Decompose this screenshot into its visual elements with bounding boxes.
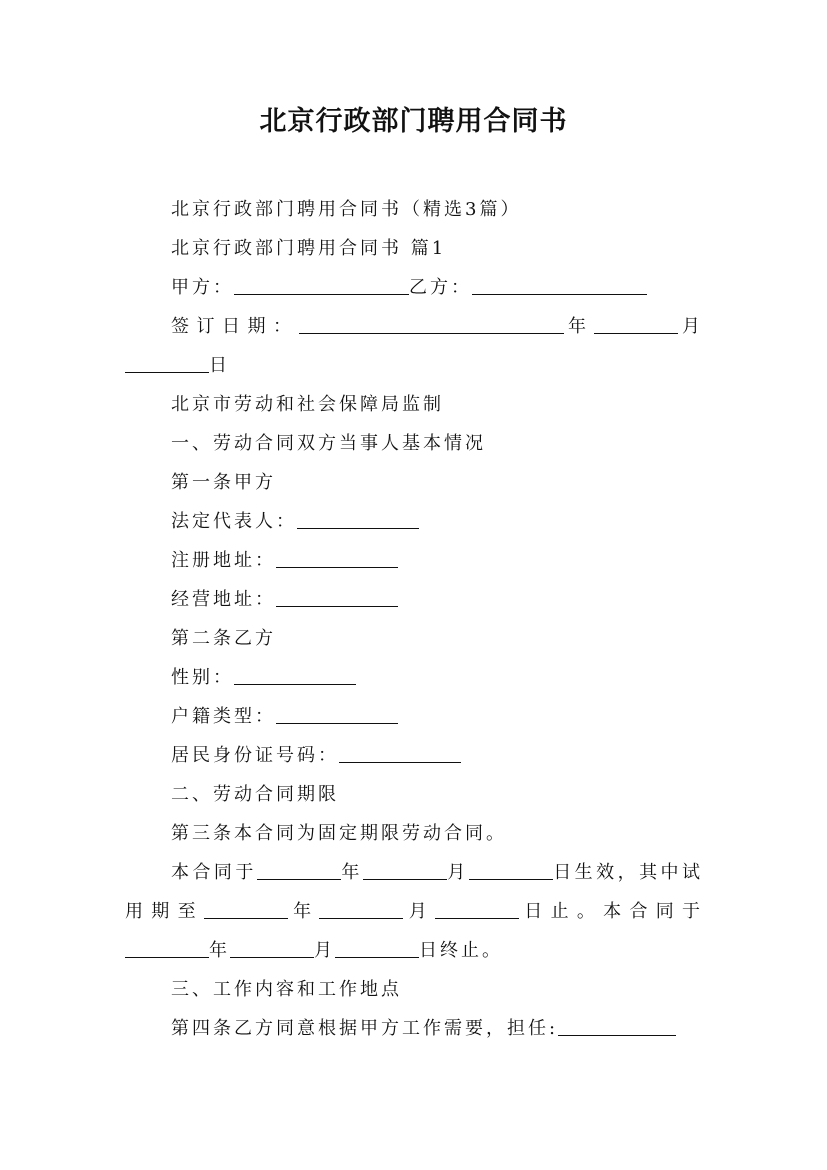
year-label: 年 bbox=[340, 862, 363, 883]
party-b-blank bbox=[472, 276, 647, 295]
term-text-3: 日止。本合同于 bbox=[519, 901, 704, 922]
month-blank bbox=[594, 315, 678, 334]
term-text-2: 日生效，其中试用期至 bbox=[125, 862, 704, 922]
biz-address-label: 经营地址： bbox=[171, 589, 276, 610]
article-3: 第三条本合同为固定期限劳动合同。 bbox=[171, 823, 507, 844]
year-label: 年 bbox=[287, 901, 320, 922]
subtitle-line: 北京行政部门聘用合同书（精选3篇） bbox=[171, 199, 522, 220]
reg-address-label: 注册地址： bbox=[171, 550, 276, 571]
day-label: 日 bbox=[209, 355, 230, 376]
term-blank bbox=[204, 900, 288, 919]
term-blank bbox=[319, 900, 403, 919]
sign-date-blank bbox=[299, 315, 564, 334]
term-blank bbox=[469, 861, 553, 880]
gender-blank bbox=[234, 666, 356, 685]
term-blank bbox=[363, 861, 447, 880]
term-blank bbox=[435, 900, 519, 919]
article-2: 第二条乙方 bbox=[171, 628, 276, 649]
party-a-label: 甲方： bbox=[171, 277, 234, 298]
party-a-blank bbox=[234, 276, 409, 295]
legal-rep-blank bbox=[297, 510, 419, 529]
article-4-line bbox=[125, 1009, 703, 1048]
legal-rep-label: 法定代表人： bbox=[171, 511, 297, 532]
household-line bbox=[125, 697, 703, 736]
party-b-label: 乙方： bbox=[409, 277, 472, 298]
reg-address-line bbox=[125, 541, 703, 580]
gender-line bbox=[125, 658, 703, 697]
term-blank bbox=[230, 939, 314, 958]
gender-label: 性别： bbox=[171, 667, 234, 688]
sign-date-line bbox=[125, 307, 703, 385]
document-title: 北京行政部门聘用合同书 bbox=[259, 106, 568, 137]
chapter-line: 北京行政部门聘用合同书 篇1 bbox=[171, 238, 447, 259]
parties-line bbox=[125, 268, 703, 307]
month-label: 月 bbox=[314, 940, 335, 961]
term-blank bbox=[125, 939, 209, 958]
id-number-blank bbox=[339, 744, 461, 763]
section-2-heading: 二、劳动合同期限 bbox=[171, 784, 339, 805]
section-1-heading: 一、劳动合同双方当事人基本情况 bbox=[171, 433, 486, 454]
household-label: 户籍类型： bbox=[171, 706, 276, 727]
reg-address-blank bbox=[276, 549, 398, 568]
month-label: 月 bbox=[677, 316, 703, 337]
term-blank bbox=[335, 939, 419, 958]
biz-address-line bbox=[125, 580, 703, 619]
document-body bbox=[125, 190, 703, 1048]
month-label: 月 bbox=[446, 862, 469, 883]
contract-term-paragraph bbox=[125, 853, 703, 970]
biz-address-blank bbox=[276, 588, 398, 607]
day-blank bbox=[125, 354, 209, 373]
legal-rep-line bbox=[125, 502, 703, 541]
term-text-1: 本合同于 bbox=[171, 862, 257, 883]
position-blank bbox=[558, 1017, 676, 1036]
term-blank bbox=[257, 861, 341, 880]
supervisor-line: 北京市劳动和社会保障局监制 bbox=[171, 394, 444, 415]
article-4: 第四条乙方同意根据甲方工作需要，担任: bbox=[171, 1018, 559, 1039]
term-text-4: 日终止。 bbox=[419, 940, 503, 961]
article-1: 第一条甲方 bbox=[171, 472, 276, 493]
id-number-label: 居民身份证号码： bbox=[171, 745, 339, 766]
month-label: 月 bbox=[403, 901, 436, 922]
household-blank bbox=[276, 705, 398, 724]
year-label: 年 bbox=[209, 940, 230, 961]
section-3-heading: 三、工作内容和工作地点 bbox=[171, 979, 402, 1000]
year-label: 年 bbox=[563, 316, 594, 337]
id-number-line bbox=[125, 736, 703, 775]
sign-date-label: 签订日期： bbox=[171, 316, 299, 337]
